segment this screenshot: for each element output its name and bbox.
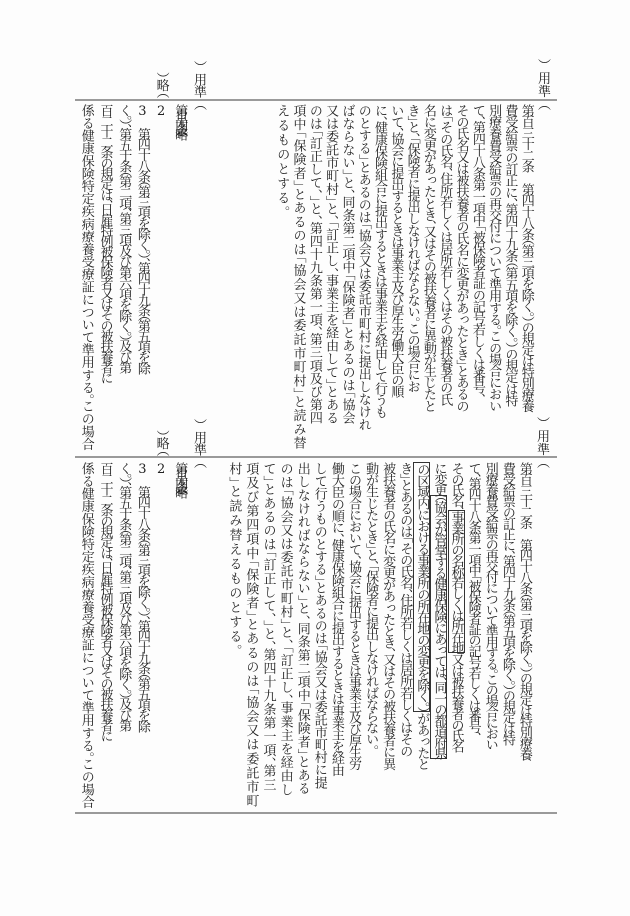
text-segment: 第百三十二条 第四十八条（第三項を除く。）の規定は特別療養 [516,462,532,759]
text-segment: く。）、第五十条（第二項、第三項及び第六項を除く。）及び第 [116,462,132,730]
text-line [534,104,550,450]
text-line [501,104,517,450]
text-segment: その氏名又は被扶養者の氏名に変更があったとき」とあるの [453,104,469,411]
text-line [273,104,289,450]
text-line [188,104,207,450]
text-line [436,104,452,450]
text-line [430,462,447,808]
article-134-text [76,104,207,450]
text-line [132,104,151,450]
text-line [289,104,305,450]
text-line [338,104,354,450]
text-line [387,104,403,450]
text-line [362,462,379,808]
text-line [499,462,516,808]
text-line [465,462,482,808]
text-segment: えるものとする。 [274,104,290,214]
text-segment: 別療養費受給票の再交付について準用する。この場合におい [482,462,498,749]
text-line [95,104,114,450]
text-segment: く。）、第五十条（第二項、第三項及び第六項を除く。）及び第 [116,104,132,372]
text-segment: のは「訂正して、」と、第四十九条第一項、第三項及び第四 [306,104,322,425]
text-line [447,462,464,808]
text-segment: 項及び第四項中「保険者」とあるのは「協会又は委託市町 [243,462,259,809]
bottom-rule [75,812,557,814]
text-line [354,104,370,450]
text-segment: のは「協会又は委託市町村」と、「訂正し、事業主を経由し [277,462,293,797]
text-segment: のとする」とあるのは「協会又は委託市町村に提出しなけれ [355,104,371,431]
text-segment: て」とあるのは「訂正して、」と、第四十九条第一項、第三 [260,462,276,792]
text-segment: 名に変更があったとき、又はその被扶養者に異動が生じたと [420,104,436,411]
text-line [188,462,207,808]
text-segment: き」と、「保険者に提出しなければならない。この場合にお [404,104,420,392]
text-line [225,462,242,808]
text-segment: 第百三十四条 （略） [172,104,188,130]
text-line [403,104,419,450]
middle-rule [75,456,557,458]
text-segment: ばならない」と、同条第二項中「保険者」とあるのは「協会 [339,104,355,425]
text-segment: 又は委託市町村」と、「訂正し、事業主を経由して」とある [323,104,339,425]
text-line [420,104,436,450]
text-line [76,462,95,808]
text-segment: 働大臣の順に、健康保険組合に提出するときは事業主を経由 [328,462,344,776]
text-segment: して行うものとする」とあるのは「協会又は委託市町村に提 [311,462,327,789]
text-segment: 費受給票の訂正に、第四十九条（第五項を除く。）の規定は特 [499,462,515,744]
text-line [452,104,468,450]
text-line [345,462,362,808]
text-line [113,104,132,450]
amended-text: （協会が管掌する健康保険にあっては、同一の都道府県 [431,496,447,758]
text-line [277,462,294,808]
text-segment: 百二十二条の規定は、日雇特例被保険者又はその被扶養者に [97,462,113,741]
text-line [517,104,533,450]
amended-text: 事業所の名称若しくは所在地 [448,510,464,653]
text-line [151,104,170,450]
text-line [151,462,170,808]
text-segment: 第百三十四条 （略） [172,462,188,488]
text-line [294,462,311,808]
text-segment: 第百三十二条 第四十八条（第三項を除く。）の規定は特別療養 [518,104,534,412]
text-segment: 別療養費受給票の再交付について準用する。この場合におい [486,104,502,411]
text-line [311,462,328,808]
text-segment: て、第四十八条第一項中「被保険者証の記号若しくは番号、 [469,104,485,398]
text-segment: て、第四十八条第一項中「被保険者証の記号若しくは番号、 [465,462,481,736]
text-segment: があったと [414,712,430,770]
text-segment: 項中「保険者」とあるのは「協会又は委託市町村」と読み替 [290,104,306,451]
text-segment: 係る健康保険特定疾病療養受療証について準用する。この場合 [78,104,94,451]
text-line [516,462,533,808]
article-134-text [76,462,207,808]
text-line [533,462,550,808]
text-line [132,462,151,808]
text-line [170,104,189,450]
text-segment: 費受給票の訂正に、第四十九条（第五項を除く。）の規定は特 [502,104,518,406]
text-segment: 百二十二条の規定は、日雇特例被保険者又はその被扶養者に [97,104,113,383]
text-segment: 係る健康保険特定疾病療養受療証について準用する。この場合 [78,462,94,809]
text-line [113,462,132,808]
text-line [242,462,259,808]
text-segment: 又は被扶養者の氏名 [448,653,464,752]
text-line [379,462,396,808]
text-line [328,462,345,808]
text-segment: き」とあるのは「その氏名、住所若しくは居所若しくはその [397,462,413,756]
text-segment: に、健康保険組合に提出するときは事業主を経由して行うも [372,104,388,418]
text-segment: 村」と読み替えるものとする。 [226,462,242,652]
text-line [306,104,322,450]
text-line [95,462,114,808]
text-segment: 出しなければならない」と、同条第二項中「保険者」とある [294,462,310,796]
text-segment: この場合において、協会に提出するときは事業主及び厚生労 [345,462,361,769]
amended-text: の区域内における事業所の所在地の変更を除く。） [414,463,430,712]
text-line [469,104,485,450]
text-line [259,462,276,808]
text-line [485,104,501,450]
text-segment: に変更 [431,462,447,495]
text-line [170,462,189,808]
text-line [371,104,387,450]
text-segment: 被扶養者の氏名に変更があったとき、又はその被扶養者に異 [380,462,396,769]
text-segment: いて、協会に提出するときは事業主及び厚生労働大臣の順 [388,104,404,397]
text-segment: 動が生じたとき」と、「保険者に提出しなければならない。 [363,462,379,750]
text-segment: 3 第四十八条（第三項を除く。）、第四十九条（第五項を除 [134,462,150,731]
text-line [322,104,338,450]
text-line [413,462,430,808]
text-segment: 3 第四十八条（第三項を除く。）、第四十九条（第五項を除 [134,104,150,373]
text-line [482,462,499,808]
text-line [76,104,95,450]
article-132-text [225,462,550,808]
text-line [396,462,413,808]
top-rule [75,99,557,101]
text-segment: その氏名、 [448,462,464,510]
article-132-text [273,104,550,450]
text-segment: は「その氏名、住所若しくは居所若しくはその被扶養者の氏 [437,104,453,405]
